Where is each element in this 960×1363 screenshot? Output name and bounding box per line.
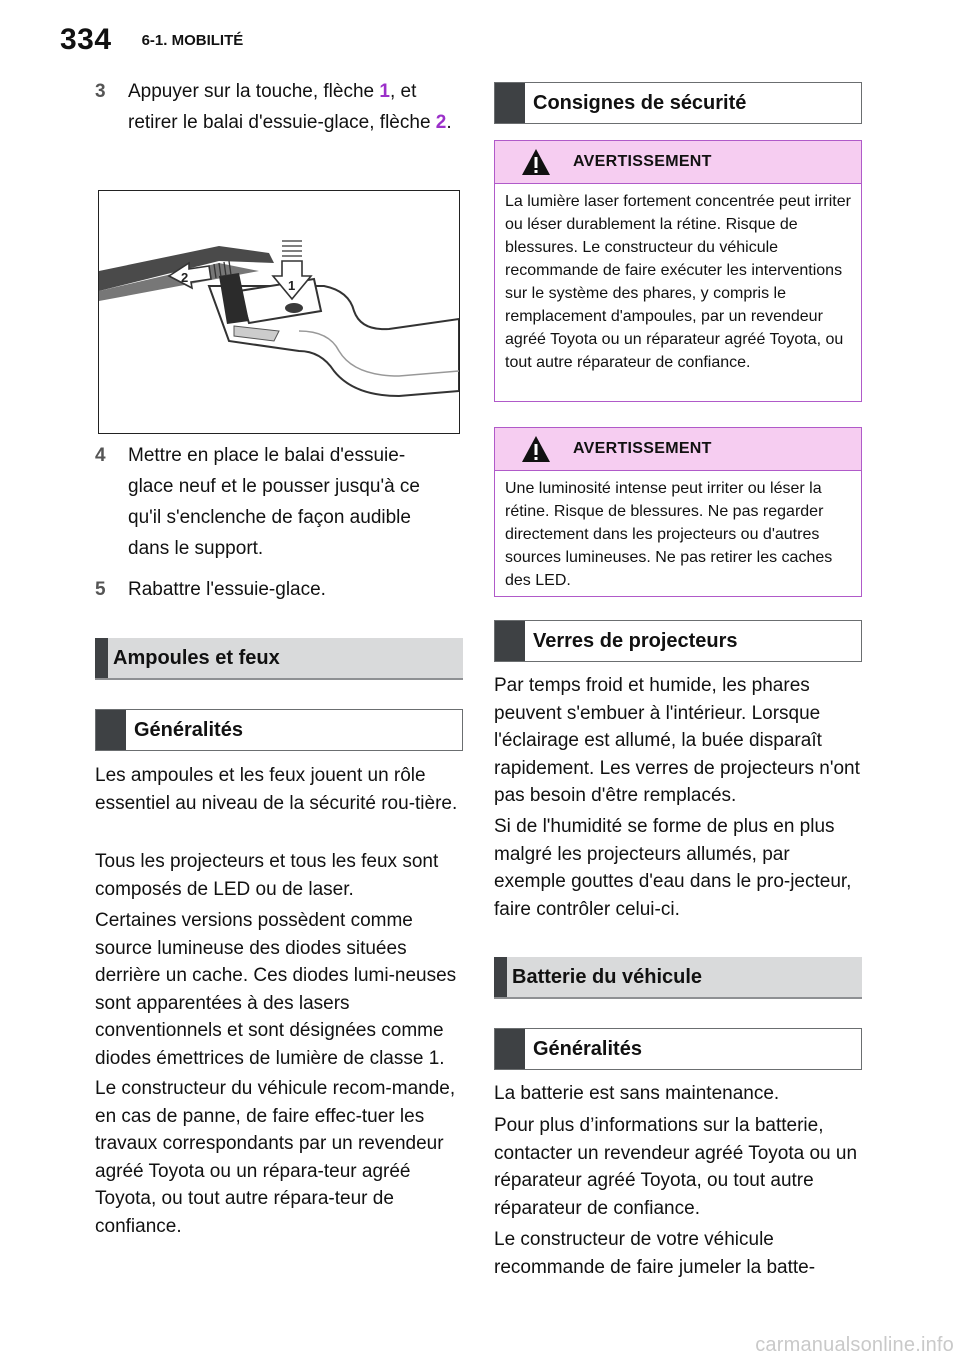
step-text: Rabattre l'essuie-glace. [128,579,326,600]
step-4 [95,440,428,564]
section-bar [495,83,525,123]
warning-title: AVERTISSEMENT [573,153,712,170]
warning-text: Une luminosité intense peut irriter ou léser la rétine. Risque de blessures. Ne pas regarder directement dans les projecteurs ou d'autres sources lumineuses. Ne pas retirer les caches des LED. [505,480,833,589]
paragraph: Les ampoules et les feux jouent un rôle essentiel au niveau de la sécurité rou-tière. [95,765,458,814]
section-bar [95,638,108,678]
warning-header [495,141,861,184]
subsection-generalites-batterie [494,1028,862,1070]
warning-text: La lumière laser fortement concentrée peut irriter ou léser durablement la rétine. Risque de blessures. Le constructeur du véhicule recommande de faire exécuter les interventions sur le système des phares, y compris le remplacement d'ampoules, par un revendeur agréé Toyota ou un réparateur agréé Toyota, ou tout autre réparateur de confiance. [505,193,851,371]
section-batterie-vehicule [494,957,862,999]
arrow-label-1: 1 [288,278,296,293]
subsection-generalites [95,709,463,751]
paragraph: La batterie est sans maintenance. [494,1083,780,1104]
warning-title: AVERTISSEMENT [573,440,712,457]
arrow-label-2: 2 [181,270,189,285]
step-text [128,76,463,138]
paragraph: Pour plus d’informations sur la batterie, contacter un revendeur agréé Toyota ou un réparateur agréé Toyota, ou tout autre réparateur de confiance. [494,1115,858,1219]
arrow-ref-1: 1 [379,81,390,102]
step-5 [95,574,463,605]
subsection-bar [495,1029,525,1069]
section-title: Verres de projecteurs [533,629,738,652]
watermark: carmanualsonline.info [755,1334,954,1356]
page-number: 334 [60,23,112,56]
warning-triangle-icon [521,148,551,176]
warning-box-luminosite [494,427,862,597]
paragraph: Certaines versions possèdent comme source lumineuse des diodes situées derrière un cache. Ces diodes lumi-neuses sont apparentées à des lasers conventionnels et sont désignées comme diodes émettrices de lumière de classe 1. [95,910,457,1069]
step-number: 3 [95,81,106,102]
warning-header [495,428,861,471]
warning-triangle-icon [521,435,551,463]
page-header [60,20,243,60]
step-3 [95,76,463,138]
section-bar [494,957,507,997]
section-title: Consignes de sécurité [533,91,747,114]
paragraph: Le constructeur du véhicule recom-mande, en cas de panne, de faire effec-tuer les travaux correspondants par un revendeur agréé Toyota ou un répara-teur agréé Toyota, ou tout autre répara-teur de confiance. [95,1078,456,1237]
step-text-part: Appuyer sur la touche, flèche [128,81,380,102]
subsection-title: Généralités [134,718,243,741]
step-text-part: , et retirer le balai d'essuie-glace, flèche [128,81,436,133]
section-verres-projecteurs [494,620,862,662]
warning-box-laser [494,140,862,402]
paragraph: Par temps froid et humide, les phares peuvent s'embuer à l'intérieur. Lorsque l'éclairage est allumé, la buée disparaît rapidement. Les verres de projecteurs n'ont pas besoin d'être remplacés. [494,675,860,806]
step-text-part: . [446,112,452,133]
subsection-bar [96,710,126,750]
paragraph: Le constructeur de votre véhicule recommande de faire jumeler la batte- [494,1229,816,1278]
section-ampoules-et-feux [95,638,463,680]
section-title: Ampoules et feux [113,646,280,669]
paragraph: Tous les projecteurs et tous les feux sont composés de LED ou de laser. [95,851,439,900]
subsection-title: Généralités [533,1037,642,1060]
wiper-blade-illustration [99,191,459,433]
step-number: 5 [95,579,106,600]
section-consignes-securite [494,82,862,124]
section-title: Batterie du véhicule [512,965,703,988]
chapter-title: 6-1. MOBILITÉ [141,31,244,49]
section-bar [495,621,525,661]
wiper-blade-figure [98,190,460,434]
arrow-ref-2: 2 [435,112,447,133]
step-number: 4 [95,445,106,466]
step-text: Mettre en place le balai d'essuie-glace neuf et le pousser jusqu'à ce qu'il s'enclenche de façon audible dans le support. [128,445,420,559]
paragraph: Si de l'humidité se forme de plus en plus malgré les projecteurs allumés, par exemple gouttes d'eau dans le pro-jecteur, faire contrôler celui-ci. [494,816,852,920]
